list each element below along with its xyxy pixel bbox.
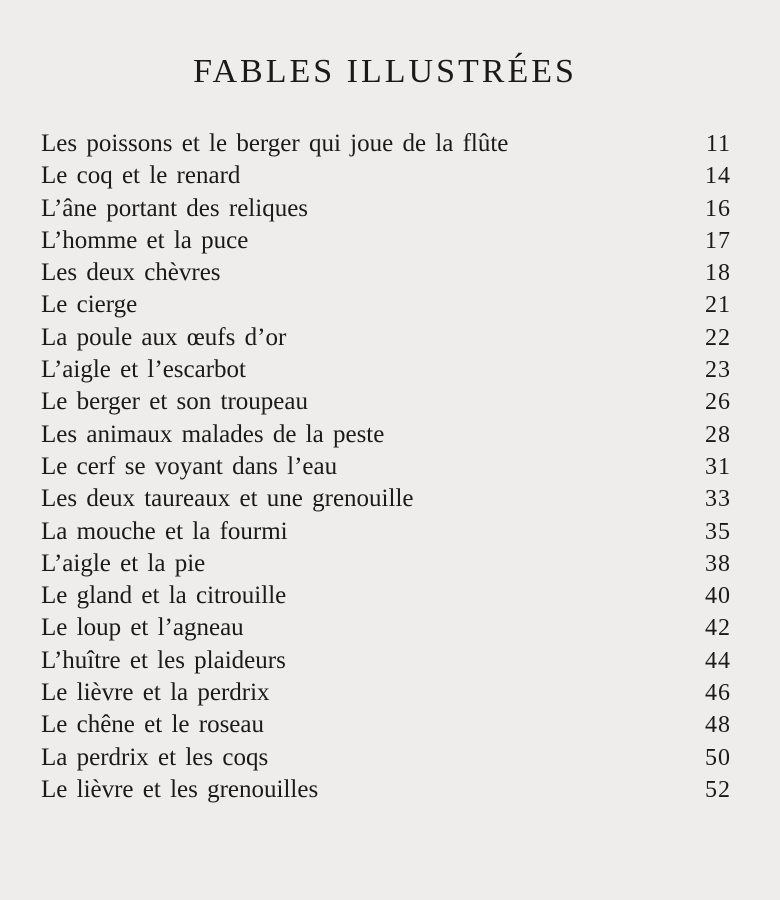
toc-entry [41, 193, 741, 225]
toc-entry [41, 774, 741, 806]
toc-entry-title: La poule aux œufs d’or [41, 323, 287, 351]
toc-entry [41, 451, 741, 483]
page-title: FABLES ILLUSTRÉES [193, 53, 577, 90]
toc-entry-page: 42 [705, 615, 731, 642]
toc-entry-page: 35 [705, 518, 731, 545]
toc-entry-title: L’aigle et la pie [41, 549, 206, 577]
toc-entry-title: Les poissons et le berger qui joue de la flûte [41, 130, 509, 157]
toc-entry-page: 33 [705, 486, 731, 513]
toc-entry [41, 354, 741, 386]
toc-entry-title: Le cerf se voyant dans l’eau [41, 452, 338, 480]
toc-entry [41, 612, 741, 644]
toc-entry-page: 18 [705, 260, 731, 287]
toc-entry [41, 289, 741, 321]
toc-entry-title: Le coq et le renard [41, 162, 241, 190]
toc-entry-title: L’homme et la puce [41, 226, 249, 254]
toc-entry-page: 26 [705, 389, 731, 416]
toc-entry-title: L’âne portant des reliques [41, 194, 309, 222]
table-of-contents [41, 128, 741, 806]
toc-entry-title: La mouche et la fourmi [41, 517, 288, 545]
toc-entry-title: L’aigle et l’escarbot [41, 356, 246, 384]
toc-entry-title: La perdrix et les coqs [41, 743, 269, 771]
toc-entry-page: 48 [705, 712, 731, 739]
toc-entry [41, 419, 741, 451]
toc-entry-title: Les deux taureaux et une grenouille [41, 485, 414, 513]
toc-entry-title: Les animaux malades de la peste [41, 420, 385, 448]
toc-entry-page: 52 [705, 776, 731, 803]
toc-entry-title: Le cierge [41, 291, 138, 319]
toc-entry-title: Le lièvre et la perdrix [41, 679, 270, 707]
toc-entry [41, 160, 741, 192]
toc-entry-page: 16 [705, 195, 731, 222]
toc-entry [41, 548, 741, 580]
toc-entry [41, 128, 741, 160]
toc-entry-page: 44 [705, 647, 731, 674]
toc-entry-title: Le lièvre et les grenouilles [41, 775, 319, 803]
toc-entry-title: L’huître et les plaideurs [41, 646, 286, 674]
toc-entry [41, 516, 741, 548]
toc-entry-page: 23 [705, 357, 731, 384]
toc-entry-page: 40 [705, 583, 731, 610]
toc-entry [41, 709, 741, 741]
toc-entry [41, 257, 741, 289]
toc-entry [41, 742, 741, 774]
toc-entry [41, 483, 741, 515]
toc-entry [41, 322, 741, 354]
toc-entry-page: 46 [705, 680, 731, 707]
toc-entry [41, 225, 741, 257]
toc-entry [41, 386, 741, 418]
toc-entry-title: Le gland et la citrouille [41, 582, 287, 610]
toc-entry-page: 22 [705, 324, 731, 351]
toc-entry-title: Les deux chèvres [41, 259, 221, 287]
toc-entry [41, 580, 741, 612]
toc-entry-page: 11 [705, 131, 731, 157]
toc-entry-title: Le loup et l’agneau [41, 614, 244, 642]
toc-entry-page: 17 [705, 227, 731, 254]
toc-entry-page: 50 [705, 744, 731, 771]
toc-entry-page: 31 [705, 453, 731, 480]
toc-entry-page: 28 [705, 421, 731, 448]
toc-entry-title: Le berger et son troupeau [41, 388, 308, 416]
toc-entry-page: 38 [705, 550, 731, 577]
toc-entry [41, 677, 741, 709]
toc-entry-page: 21 [705, 292, 731, 319]
toc-entry-title: Le chêne et le roseau [41, 711, 264, 739]
toc-entry [41, 645, 741, 677]
toc-entry-page: 14 [705, 163, 731, 190]
